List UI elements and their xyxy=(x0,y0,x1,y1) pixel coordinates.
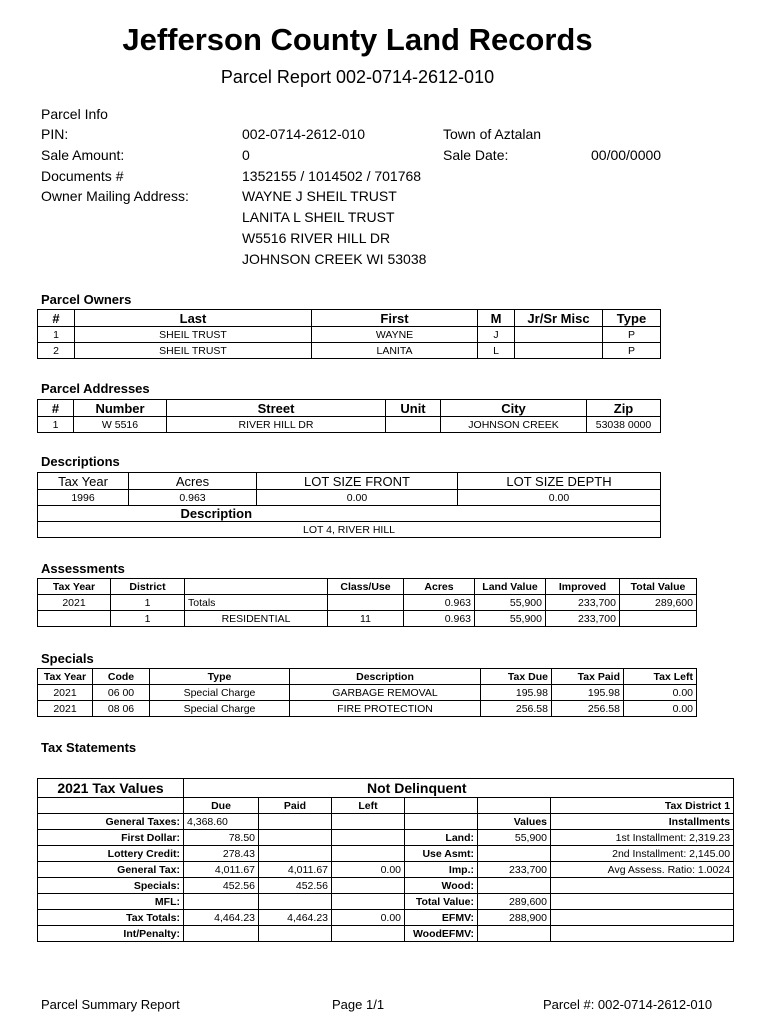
tax-row-paid xyxy=(259,926,332,942)
tax-statements-heading: Tax Statements xyxy=(41,740,137,755)
addresses-header-row xyxy=(38,400,661,417)
table-cell: WAYNE xyxy=(312,327,478,343)
tax-row-installment: Avg Assess. Ratio: 1.0024 xyxy=(551,862,734,878)
table-cell: 55,900 xyxy=(475,595,546,611)
table-cell: 55,900 xyxy=(475,611,546,627)
table-cell: 53038 0000 xyxy=(587,417,661,433)
tax-row-paid xyxy=(259,814,332,830)
sale-amount-label: Sale Amount: xyxy=(41,147,125,163)
tax-row-installment: 2nd Installment: 2,145.00 xyxy=(551,846,734,862)
footer-page-number: Page 1/1 xyxy=(332,997,385,1012)
table-cell xyxy=(515,343,603,359)
spec-col-year: Tax Year xyxy=(38,669,93,685)
tax-row-paid xyxy=(259,830,332,846)
table-cell: J xyxy=(478,327,515,343)
table-row xyxy=(38,894,734,910)
table-cell: 2021 xyxy=(38,701,93,717)
tax-row-paid: 452.56 xyxy=(259,878,332,894)
tax-row-vlabel: Use Asmt: xyxy=(405,846,478,862)
description-header-row xyxy=(38,506,661,522)
table-cell: 0.00 xyxy=(458,490,661,506)
assessments-heading: Assessments xyxy=(41,561,125,576)
table-cell: 0.963 xyxy=(129,490,257,506)
table-cell: JOHNSON CREEK xyxy=(441,417,587,433)
desc-col-acres: Acres xyxy=(129,473,257,490)
table-cell: FIRE PROTECTION xyxy=(290,701,481,717)
spec-col-paid: Tax Paid xyxy=(552,669,624,685)
owners-table xyxy=(37,309,661,359)
table-row xyxy=(38,595,697,611)
town-name: Town of Aztalan xyxy=(443,126,542,142)
tax-row-due: 278.43 xyxy=(184,846,259,862)
delinquency-status: Not Delinquent xyxy=(184,779,734,798)
tax-header-row xyxy=(38,798,734,814)
table-cell: Totals xyxy=(185,595,328,611)
table-cell: SHEIL TRUST xyxy=(75,343,312,359)
table-cell: 1 xyxy=(38,327,75,343)
table-row xyxy=(38,926,734,942)
assessments-table xyxy=(37,578,697,627)
tax-row-label: General Tax: xyxy=(38,862,184,878)
specials-table xyxy=(37,668,697,717)
tax-row-left xyxy=(332,894,405,910)
assess-col-year: Tax Year xyxy=(38,579,111,595)
tax-row-label: Specials: xyxy=(38,878,184,894)
tax-installments-header: Installments xyxy=(551,814,734,830)
documents-label: Documents # xyxy=(41,168,124,184)
table-cell: 0.963 xyxy=(404,611,475,627)
table-cell xyxy=(478,798,551,814)
tax-row-left xyxy=(332,846,405,862)
documents-value: 1352155 / 1014502 / 701768 xyxy=(242,168,422,184)
table-cell: Special Charge xyxy=(150,701,290,717)
assessments-header-row xyxy=(38,579,697,595)
assess-col-land: Land Value xyxy=(475,579,546,595)
table-cell: 0.00 xyxy=(257,490,458,506)
table-cell: 2 xyxy=(38,343,75,359)
table-row xyxy=(38,611,697,627)
addr-col-street: Street xyxy=(167,400,386,417)
tax-col-values: Values xyxy=(478,814,551,830)
page-title: Jefferson County Land Records xyxy=(122,22,593,57)
desc-col-year: Tax Year xyxy=(38,473,129,490)
specials-header-row xyxy=(38,669,697,685)
descriptions-heading: Descriptions xyxy=(41,454,120,469)
tax-year-title: 2021 Tax Values xyxy=(38,779,184,798)
tax-title-row xyxy=(38,779,734,798)
sale-date-value: 00/00/0000 xyxy=(591,147,662,163)
table-cell: 233,700 xyxy=(546,595,620,611)
sale-amount-value: 0 xyxy=(242,147,250,163)
descriptions-header-row xyxy=(38,473,661,490)
assess-col-class: Class/Use xyxy=(328,579,404,595)
tax-row-installment xyxy=(551,926,734,942)
owners-col-type: Type xyxy=(603,310,661,327)
tax-row-due: 4,464.23 xyxy=(184,910,259,926)
owners-heading: Parcel Owners xyxy=(41,292,132,307)
addresses-table xyxy=(37,399,661,433)
table-cell: W 5516 xyxy=(74,417,167,433)
desc-col-depth: LOT SIZE DEPTH xyxy=(458,473,661,490)
tax-row-due xyxy=(184,926,259,942)
table-cell xyxy=(386,417,441,433)
tax-row-label: Int/Penalty: xyxy=(38,926,184,942)
table-cell: 0.00 xyxy=(624,701,697,717)
addr-col-zip: Zip xyxy=(587,400,661,417)
table-row xyxy=(38,685,697,701)
tax-row-installment xyxy=(551,894,734,910)
mailing-line-4: JOHNSON CREEK WI 53038 xyxy=(242,251,427,267)
table-cell: 0.00 xyxy=(624,685,697,701)
table-cell: 08 06 xyxy=(93,701,150,717)
owners-col-misc: Jr/Sr Misc xyxy=(515,310,603,327)
tax-row-label: First Dollar: xyxy=(38,830,184,846)
descriptions-table xyxy=(37,472,661,538)
tax-row-value: 233,700 xyxy=(478,862,551,878)
tax-row-value: 55,900 xyxy=(478,830,551,846)
assess-col-district: District xyxy=(111,579,185,595)
tax-row-value xyxy=(478,878,551,894)
table-cell: 2021 xyxy=(38,595,111,611)
tax-row-installment: 1st Installment: 2,319.23 xyxy=(551,830,734,846)
tax-row-vlabel: Imp.: xyxy=(405,862,478,878)
tax-row-left: 0.00 xyxy=(332,862,405,878)
tax-row-due xyxy=(184,894,259,910)
tax-row-left xyxy=(332,814,405,830)
tax-row-left xyxy=(332,926,405,942)
addr-col-number: Number xyxy=(74,400,167,417)
tax-row-paid xyxy=(259,846,332,862)
addr-col-num: # xyxy=(38,400,74,417)
table-cell xyxy=(620,611,697,627)
table-cell: P xyxy=(603,327,661,343)
table-row xyxy=(38,814,734,830)
table-cell xyxy=(515,327,603,343)
table-cell: P xyxy=(603,343,661,359)
mailing-line-2: LANITA L SHEIL TRUST xyxy=(242,209,395,225)
owners-col-last: Last xyxy=(75,310,312,327)
tax-col-left: Left xyxy=(332,798,405,814)
footer-report-name: Parcel Summary Report xyxy=(41,997,180,1012)
table-cell: 195.98 xyxy=(481,685,552,701)
table-cell xyxy=(405,798,478,814)
tax-district: Tax District 1 xyxy=(551,798,734,814)
table-row xyxy=(38,846,734,862)
tax-row-value xyxy=(478,846,551,862)
addr-col-city: City xyxy=(441,400,587,417)
tax-row-vlabel: Wood: xyxy=(405,878,478,894)
spec-col-type: Type xyxy=(150,669,290,685)
table-cell: 289,600 xyxy=(620,595,697,611)
tax-row-vlabel: Land: xyxy=(405,830,478,846)
sale-date-label: Sale Date: xyxy=(443,147,509,163)
spec-col-code: Code xyxy=(93,669,150,685)
owners-col-first: First xyxy=(312,310,478,327)
spec-col-desc: Description xyxy=(290,669,481,685)
tax-row-paid xyxy=(259,894,332,910)
tax-row-label: MFL: xyxy=(38,894,184,910)
tax-row-vlabel xyxy=(405,814,478,830)
owners-header-row xyxy=(38,310,661,327)
tax-row-paid: 4,464.23 xyxy=(259,910,332,926)
table-row xyxy=(38,417,661,433)
tax-row-due: 4,011.67 xyxy=(184,862,259,878)
table-cell: 233,700 xyxy=(546,611,620,627)
tax-row-value: 289,600 xyxy=(478,894,551,910)
table-cell: 0.963 xyxy=(404,595,475,611)
pin-value: 002-0714-2612-010 xyxy=(242,126,365,142)
footer-parcel-number: Parcel #: 002-0714-2612-010 xyxy=(543,997,713,1012)
tax-row-vlabel: Total Value: xyxy=(405,894,478,910)
assess-col-total: Total Value xyxy=(620,579,697,595)
table-cell: SHEIL TRUST xyxy=(75,327,312,343)
tax-row-due: 78.50 xyxy=(184,830,259,846)
table-cell xyxy=(328,595,404,611)
parcel-info-heading: Parcel Info xyxy=(41,106,108,122)
description-header: Description xyxy=(129,506,661,522)
table-cell xyxy=(38,611,111,627)
assess-col-improved: Improved xyxy=(546,579,620,595)
mailing-address-label: Owner Mailing Address: xyxy=(41,188,189,204)
spec-col-due: Tax Due xyxy=(481,669,552,685)
table-cell: LANITA xyxy=(312,343,478,359)
table-row xyxy=(38,343,661,359)
tax-row-vlabel: EFMV: xyxy=(405,910,478,926)
table-cell: GARBAGE REMOVAL xyxy=(290,685,481,701)
tax-row-installment xyxy=(551,910,734,926)
table-cell xyxy=(38,506,129,522)
table-cell: 11 xyxy=(328,611,404,627)
table-row xyxy=(38,878,734,894)
tax-row-label: Tax Totals: xyxy=(38,910,184,926)
tax-row-left: 0.00 xyxy=(332,910,405,926)
tax-row-left xyxy=(332,878,405,894)
tax-row-value: 288,900 xyxy=(478,910,551,926)
table-cell: 256.58 xyxy=(552,701,624,717)
spec-col-left: Tax Left xyxy=(624,669,697,685)
description-text: LOT 4, RIVER HILL xyxy=(38,522,661,538)
table-cell: RESIDENTIAL xyxy=(185,611,328,627)
tax-row-vlabel: WoodEFMV: xyxy=(405,926,478,942)
table-cell: 1 xyxy=(111,611,185,627)
table-row xyxy=(38,327,661,343)
description-row xyxy=(38,522,661,538)
table-cell: RIVER HILL DR xyxy=(167,417,386,433)
owners-col-m: M xyxy=(478,310,515,327)
table-row xyxy=(38,910,734,926)
assess-col-acres: Acres xyxy=(404,579,475,595)
table-row xyxy=(38,490,661,506)
table-cell: 06 00 xyxy=(93,685,150,701)
tax-values-table xyxy=(37,778,734,942)
tax-row-label: Lottery Credit: xyxy=(38,846,184,862)
tax-row-due: 4,368.60 xyxy=(184,814,259,830)
tax-row-paid: 4,011.67 xyxy=(259,862,332,878)
tax-row-left xyxy=(332,830,405,846)
table-cell: L xyxy=(478,343,515,359)
table-cell: 1 xyxy=(111,595,185,611)
table-cell: 2021 xyxy=(38,685,93,701)
table-row xyxy=(38,701,697,717)
mailing-line-1: WAYNE J SHEIL TRUST xyxy=(242,188,397,204)
table-cell xyxy=(38,798,184,814)
owners-col-num: # xyxy=(38,310,75,327)
specials-heading: Specials xyxy=(41,651,94,666)
pin-label: PIN: xyxy=(41,126,69,142)
page-subtitle: Parcel Report 002-0714-2612-010 xyxy=(220,67,495,87)
table-cell: 256.58 xyxy=(481,701,552,717)
tax-col-due: Due xyxy=(184,798,259,814)
tax-col-paid: Paid xyxy=(259,798,332,814)
table-row xyxy=(38,862,734,878)
mailing-line-3: W5516 RIVER HILL DR xyxy=(242,230,391,246)
table-cell: 195.98 xyxy=(552,685,624,701)
tax-row-due: 452.56 xyxy=(184,878,259,894)
table-row xyxy=(38,830,734,846)
table-cell: Special Charge xyxy=(150,685,290,701)
addresses-heading: Parcel Addresses xyxy=(41,381,150,396)
table-cell: 1 xyxy=(38,417,74,433)
tax-row-installment xyxy=(551,878,734,894)
assess-col-blank xyxy=(185,579,328,595)
addr-col-unit: Unit xyxy=(386,400,441,417)
tax-row-value xyxy=(478,926,551,942)
table-cell: 1996 xyxy=(38,490,129,506)
tax-row-label: General Taxes: xyxy=(38,814,184,830)
desc-col-front: LOT SIZE FRONT xyxy=(257,473,458,490)
